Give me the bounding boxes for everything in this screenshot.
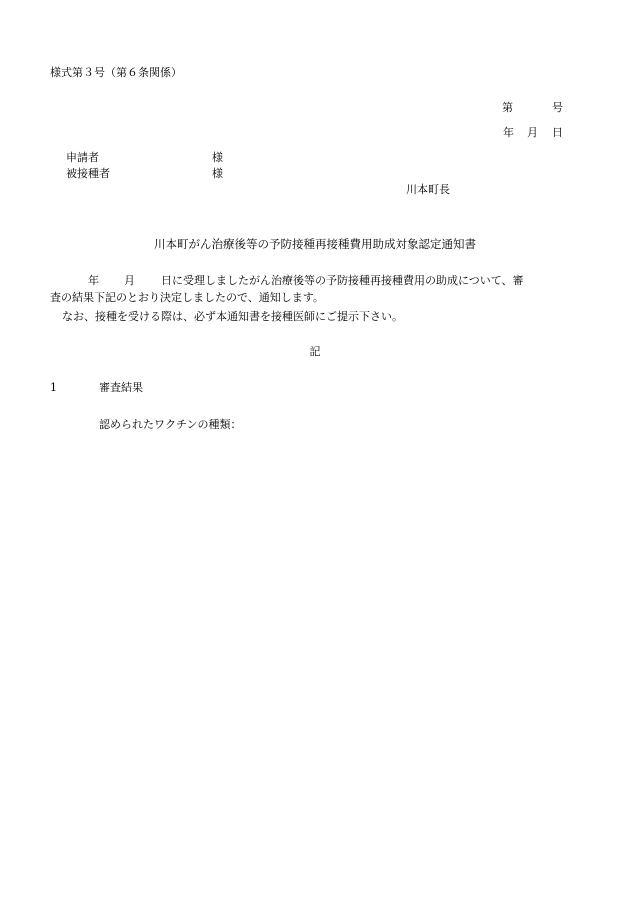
vaccinee-label: 被接種者 [66, 167, 110, 180]
date-month-label: 月 [527, 126, 538, 139]
issuer-name: 川本町長 [406, 183, 450, 196]
applicant-honorific: 様 [212, 151, 223, 164]
document-number-suffix: 号 [552, 101, 563, 114]
applicant-label: 申請者 [66, 151, 99, 164]
section-number: 1 [50, 381, 57, 394]
body-paragraph-line-2: 査の結果下記のとおり決定しましたので、通知します。 [50, 291, 324, 304]
ki-heading: 記 [309, 345, 321, 358]
form-number: 様式第３号（第６条関係） [50, 66, 182, 79]
date-day-label: 日 [552, 126, 563, 139]
vaccine-type-label: 認められたワクチンの種類： [99, 418, 242, 431]
document-number-prefix: 第 [502, 101, 513, 114]
date-year-label: 年 [503, 126, 514, 139]
document-title: 川本町がん治療後等の予防接種再接種費用助成対象認定通知書 [154, 237, 476, 251]
body-year-label: 年 [88, 274, 99, 287]
vaccinee-honorific: 様 [212, 167, 223, 180]
body-line-1-text: 日に受理しましたがん治療後等の予防接種再接種費用の助成について、審 [161, 274, 524, 287]
section-title: 審査結果 [99, 381, 143, 394]
body-month-label: 月 [124, 274, 135, 287]
body-paragraph-line-3: なお、接種を受ける際は、必ず本通知書を接種医師にご提示下さい。 [62, 310, 403, 323]
